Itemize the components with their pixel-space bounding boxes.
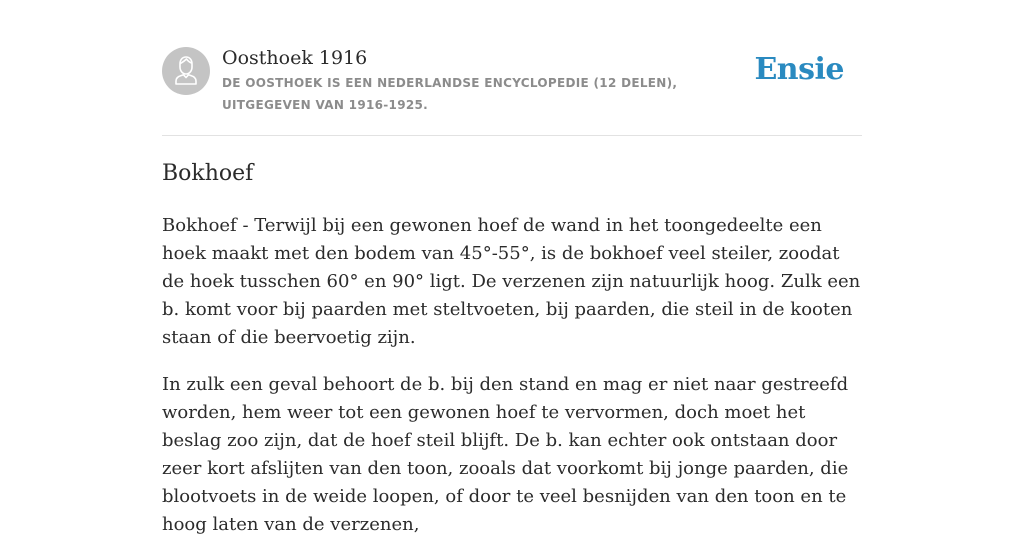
article (162, 158, 862, 558)
paragraph: Bokhoef - Terwijl bij een gewonen hoef de wand in het toongedeelte een hoek maakt met den bodem van 45°-55°, is de bokhoef veel steiler, zoodat de hoek tusschen 60° en 90° ligt. De verzenen zijn natuurlijk hoog. Zulk een b. komt voor bij paarden met steltvoeten, bij paarden, die steil in de kooten staan of die beervoetig zijn. (162, 215, 861, 348)
source-description: DE OOSTHOEK IS EEN NEDERLANDSE ENCYCLOPEDIE (12 DELEN), UITGEGEVEN VAN 1916-1925. (222, 76, 678, 112)
paragraph: In zulk een geval behoort de b. bij den stand en mag er niet naar gestreefd worden, hem weer tot een gewonen hoef te vervormen, doch moet het beslag zoo zijn, dat de hoef steil blijft. De b. kan echter ook ontstaan door zeer kort afslijten van den toon, zooals dat voorkomt bij jonge paarden, die blootvoets in de weide loopen, of door te veel besnijden van den toon en te hoog laten van de verzenen, (162, 374, 849, 535)
user-icon (162, 47, 210, 95)
divider (162, 135, 862, 136)
source-header (162, 46, 862, 126)
source-title[interactable]: Oosthoek 1916 (222, 47, 368, 69)
ensie-logo[interactable]: Ensie (754, 52, 844, 87)
avatar[interactable] (162, 47, 210, 95)
article-body (162, 212, 862, 539)
article-title: Bokhoef (162, 161, 254, 186)
